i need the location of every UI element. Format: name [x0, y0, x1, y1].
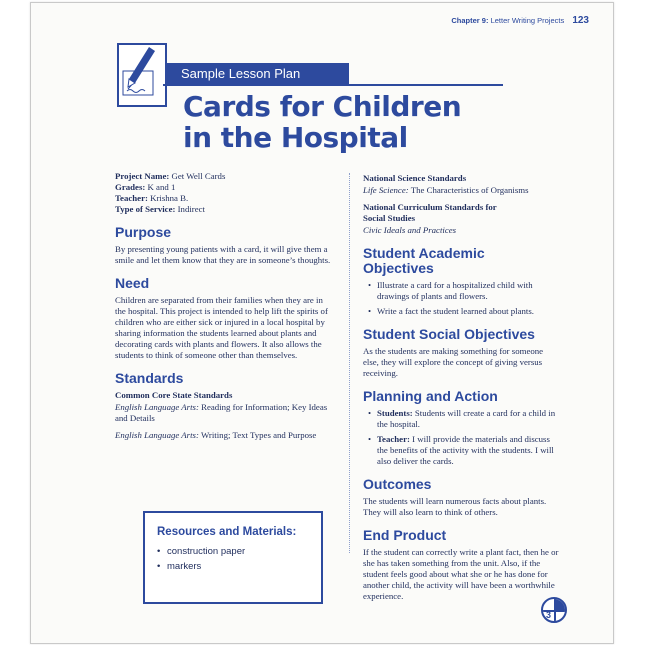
list-item: • Write a fact the student learned about plants.: [363, 306, 559, 317]
resources-title: Resources and Materials:: [157, 526, 297, 538]
standard-label: English Language Arts:: [115, 430, 199, 440]
social-objectives-text: As the students are making something for someone else, they will explore the concept of giving versus receiving.: [363, 346, 544, 378]
page-title: [183, 91, 461, 153]
service-type-label: Type of Service:: [115, 204, 176, 214]
chapter-label: Chapter 9:: [451, 16, 489, 25]
standard-value: Writing; Text Types and Purpose: [200, 430, 317, 440]
science-standard-value: The Characteristics of Organisms: [410, 185, 529, 195]
students-label: Students:: [377, 408, 413, 418]
running-header: [451, 15, 589, 26]
banner-rule: [163, 84, 503, 86]
social-standards-heading-line2: Social Studies: [363, 213, 416, 223]
planning-list: [363, 408, 559, 467]
social-objectives-heading: Student Social Objectives: [363, 326, 535, 342]
project-info: [115, 171, 333, 215]
project-name-value: Get Well Cards: [171, 171, 226, 181]
end-product-text: If the student can correctly write a plant fact, then he or she has taken something from the unit. Also, if the student feels good about what she or he has done for another child, the activity will have been a worthwhile experience.: [363, 547, 559, 601]
common-core-heading: Common Core State Standards: [115, 390, 233, 400]
grades-label: Grades:: [115, 182, 146, 192]
teacher-label: Teacher:: [115, 193, 148, 203]
need-heading: Need: [115, 275, 150, 291]
academic-objectives-heading: [363, 246, 559, 276]
need-text: Children are separated from their families when they are in the hospital. This project is intended to help lift the spirits of children who are either sick or injured in a local hospital by sharing information the students learned about plants and decorating cards with plants and flowers. It also allows the students to think of someone other than themselves.: [115, 295, 328, 360]
standards-heading: Standards: [115, 370, 184, 386]
badge-number: 3: [546, 610, 552, 620]
resources-list: [157, 544, 321, 574]
title-line-1: Cards for Children: [183, 90, 462, 123]
pencil-icon: [117, 43, 167, 107]
planning-heading: Planning and Action: [363, 388, 498, 404]
end-product-heading: End Product: [363, 527, 447, 543]
outcomes-text: The students will learn numerous facts about plants. They will also learn to think of others.: [363, 496, 547, 517]
title-line-2: in the Hospital: [183, 121, 408, 154]
resources-box: [143, 511, 323, 604]
purpose-text: By presenting young patients with a card, it will give them a smile and let them know that they are in someone’s thoughts.: [115, 244, 331, 265]
resource-item: • markers: [157, 559, 321, 574]
teacher-value: Krishna B.: [150, 193, 189, 203]
science-standard-label: Life Science:: [363, 185, 409, 195]
purpose-heading: Purpose: [115, 224, 172, 240]
academic-heading-line2: Objectives: [363, 260, 434, 276]
project-name-label: Project Name:: [115, 171, 170, 181]
social-standard-value: Civic Ideals and Practices: [363, 225, 457, 235]
right-column: [363, 173, 559, 608]
list-item: [363, 408, 559, 430]
academic-objectives-list: [363, 280, 559, 317]
service-type-value: Indirect: [177, 204, 205, 214]
teacher-action-label: Teacher:: [377, 434, 410, 444]
standard-item: [115, 430, 333, 441]
left-column: [115, 171, 333, 447]
academic-heading-line1: Student Academic: [363, 245, 485, 261]
book-page: [30, 2, 614, 644]
standard-label: English Language Arts:: [115, 402, 199, 412]
section-badge: [541, 597, 567, 623]
lesson-plan-banner: Sample Lesson Plan: [167, 63, 349, 85]
grades-value: K and 1: [147, 182, 176, 192]
social-standards-heading: [363, 202, 559, 224]
chapter-title: Letter Writing Projects: [490, 16, 565, 25]
badge-crossline: [554, 599, 556, 623]
science-standards-heading: National Science Standards: [363, 173, 467, 183]
page-number: 123: [572, 15, 589, 26]
list-item: • Illustrate a card for a hospitalized child with drawings of plants and flowers.: [363, 280, 559, 302]
outcomes-heading: Outcomes: [363, 476, 432, 492]
students-text: Students will create a card for a child in the hospital.: [377, 408, 556, 429]
resource-item: • construction paper: [157, 544, 321, 559]
standard-item: [115, 402, 333, 424]
standard-value: Reading for Information; Key Ideas and Details: [115, 402, 328, 423]
badge-quadrant: [555, 599, 567, 610]
science-standard: [363, 185, 559, 196]
social-standards-heading-line1: National Curriculum Standards for: [363, 202, 497, 212]
list-item: [363, 434, 559, 467]
teacher-action-text: I will provide the materials and discuss the benefits of the activity with the students. I will also deliver the cards.: [377, 434, 554, 466]
column-divider: [349, 173, 350, 553]
